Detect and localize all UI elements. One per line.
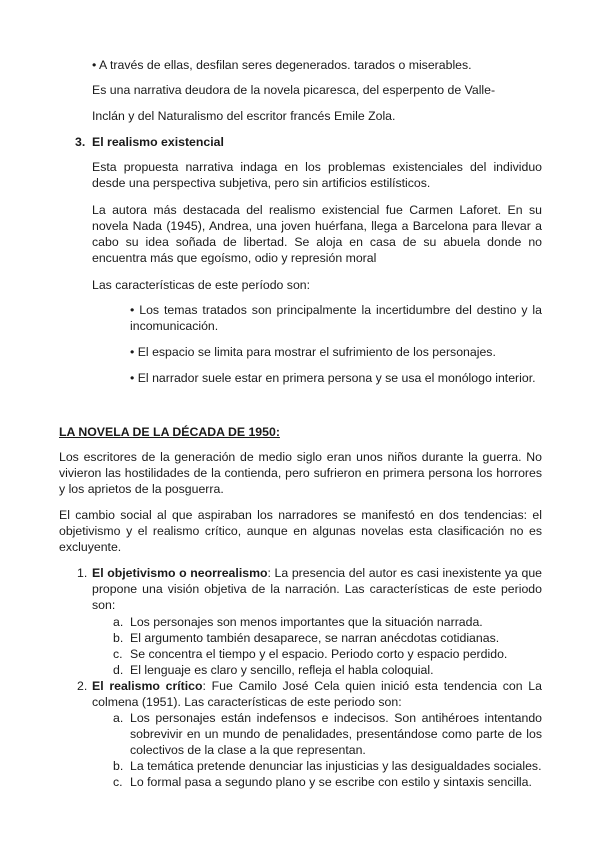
existencial-intro: Esta propuesta narrativa indaga en los problemas existenciales del individuo desde una perspectiva subjetiva, pero sin artificios estilísticos. — [92, 160, 542, 190]
heading-realismo-existencial: El realismo existencial — [92, 135, 224, 149]
laforet-paragraph: La autora más destacada del realismo existencial fue Carmen Laforet. En su novela Nada (1945), Andrea, una joven huérfana, llega a Barcelona para llevar a cabo su idea soñada de libertad. Se aloja en casa de su abuela donde no encuentra más que egoísmo, odio y represión moral — [92, 203, 542, 265]
section-title-1950: LA NOVELA DE LA DÉCADA DE 1950: — [59, 425, 280, 439]
generacion-paragraph: Los escritores de la generación de medio siglo eran unos niños durante la guerra. No vivieron las hostilidades de la contienda, pero sufrieron en primera persona los horrores y los aprietos de la posguerra. — [59, 450, 542, 496]
realismo-critico-item — [92, 678, 542, 710]
sub-letter: a. — [113, 615, 124, 629]
sub-item: El argumento también desaparece, se narran anécdotas cotidianas. — [130, 631, 500, 645]
sub-item: Lo formal pasa a segundo plano y se escribe con estilo y sintaxis sencilla. — [130, 775, 532, 789]
sub-letter: a. — [113, 711, 124, 725]
caracteristicas-intro: Las características de este período son: — [92, 278, 311, 292]
list-number-2: 2. — [77, 679, 88, 693]
sub-letter: c. — [113, 775, 123, 789]
sub-item: Los personajes están indefensos e indecisos. Son antihéroes intentando sobrevivir en un mundo de penalidades, presentándose como parte de los colectivos de la clase a la que representan. — [130, 711, 542, 757]
sub-letter: c. — [113, 647, 123, 661]
bullet-degenerados: • A través de ellas, desfilan seres degenerados. tarados o miserables. — [92, 58, 472, 72]
sub-letter: b. — [113, 759, 124, 773]
objetivismo-heading: El objetivismo o neorrealismo — [92, 566, 268, 580]
picaresca-line-1: Es una narrativa deudora de la novela picaresca, del esperpento de Valle- — [92, 83, 496, 97]
objetivismo-text: : La presencia del autor es casi inexistente ya que propone una visión objetiva de la narración. Las características de este periodo son: — [92, 566, 542, 612]
existencial-bullet: • El narrador suele estar en primera persona y se usa el monólogo interior. — [130, 371, 536, 385]
realismo-critico-heading: El realismo crítico — [92, 679, 203, 693]
sub-item: Los personajes son menos importantes que la situación narrada. — [130, 615, 483, 629]
sub-item: El lenguaje es claro y sencillo, refleja el habla coloquial. — [130, 663, 434, 677]
objetivismo-item — [92, 565, 542, 613]
existencial-bullet: • El espacio se limita para mostrar el sufrimiento de los personajes. — [130, 345, 496, 359]
existencial-bullet: • Los temas tratados son principalmente la incertidumbre del destino y la incomunicación. — [130, 303, 542, 333]
picaresca-line-2: Inclán y del Naturalismo del escritor francés Emile Zola. — [92, 109, 396, 123]
sub-letter: d. — [113, 663, 124, 677]
list-number-1: 1. — [77, 566, 88, 580]
sub-item: La temática pretende denunciar las injusticias y las desigualdades sociales. — [130, 759, 542, 773]
sub-letter: b. — [113, 631, 124, 645]
realismo-critico-text: : Fue Camilo José Cela quien inició esta tendencia con La colmena (1951). Las características de este periodo son: — [92, 679, 542, 709]
sub-item: Se concentra el tiempo y el espacio. Periodo corto y espacio perdido. — [130, 647, 508, 661]
cambio-social-paragraph: El cambio social al que aspiraban los narradores se manifestó en dos tendencias: el objetivismo y el realismo crítico, aunque en algunas novelas esta clasificación no es excluyente. — [59, 508, 542, 554]
section-number-3: 3. — [75, 135, 86, 149]
